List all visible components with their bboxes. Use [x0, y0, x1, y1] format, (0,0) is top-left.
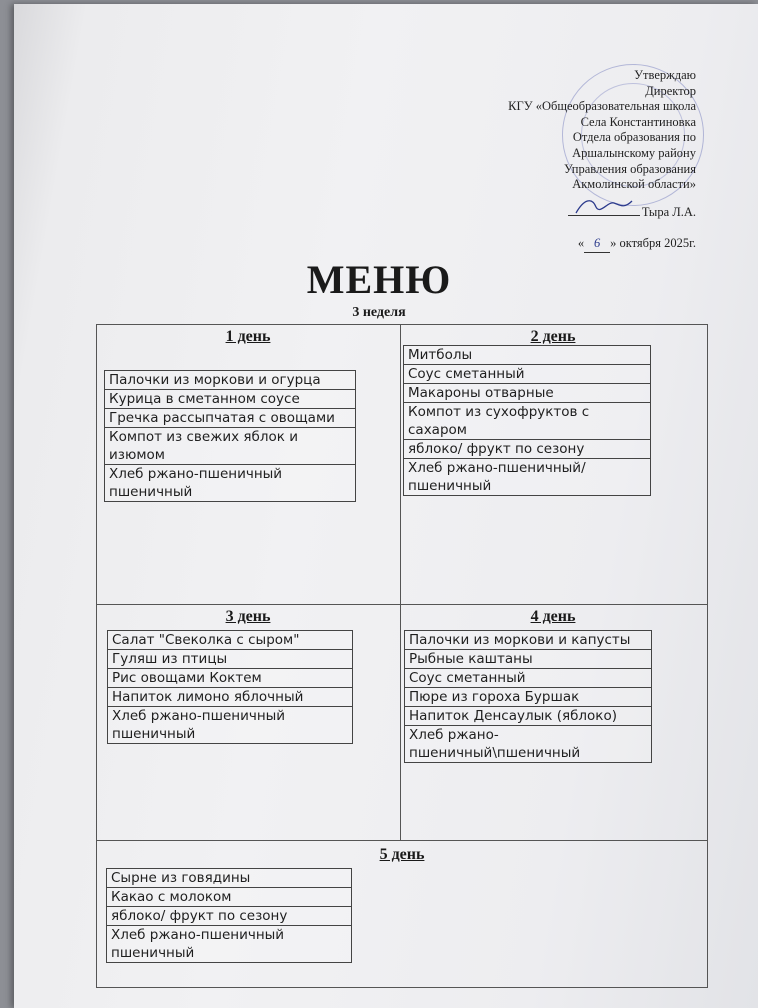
- day-4-heading: 4 день: [530, 608, 576, 625]
- menu-item: яблоко/ фрукт по сезону: [403, 440, 651, 459]
- day-1-items: [104, 370, 356, 502]
- director-name: Тыра Л.А.: [641, 204, 696, 219]
- menu-item: Митболы: [403, 345, 651, 365]
- day-5-heading: 5 день: [379, 846, 425, 863]
- day-2-heading: 2 день: [530, 328, 576, 345]
- menu-item: Салат "Свеколка с сыром": [107, 630, 353, 650]
- date-day: 6: [584, 236, 610, 253]
- approval-line: Отдела образования по: [572, 130, 696, 145]
- menu-item: Рыбные каштаны: [404, 650, 652, 669]
- day-2-items: [403, 345, 651, 496]
- approval-line: Управления образования: [564, 161, 696, 176]
- menu-item: яблоко/ фрукт по сезону: [106, 907, 352, 926]
- menu-item: Компот из сухофруктов с сахаром: [403, 403, 651, 440]
- date-rest: » октября 2025г.: [610, 236, 696, 251]
- approval-line: Акмолинской области»: [572, 177, 696, 192]
- menu-item: Гуляш из птицы: [107, 650, 353, 669]
- menu-item: Соус сметанный: [404, 669, 652, 688]
- menu-item: Хлеб ржано-пшеничный\пшеничный: [404, 726, 652, 763]
- approval-date: [416, 236, 696, 253]
- approval-line: Села Константиновка: [580, 114, 696, 129]
- approval-block: [416, 68, 696, 253]
- menu-item: Пюре из гороха Буршак: [404, 688, 652, 707]
- menu-item: Хлеб ржано-пшеничный пшеничный: [107, 707, 353, 744]
- menu-item: Какао с молоком: [106, 888, 352, 907]
- menu-item: Палочки из моркови и огурца: [104, 370, 356, 390]
- menu-item: Напиток лимоно яблочный: [107, 688, 353, 707]
- menu-item: Хлеб ржано-пшеничный пшеничный: [104, 465, 356, 502]
- menu-item: Соус сметанный: [403, 365, 651, 384]
- column-divider: [400, 324, 401, 840]
- page-title: МЕНЮ: [306, 257, 452, 302]
- day-5-items: [106, 868, 352, 963]
- day-4-items: [404, 630, 652, 763]
- row-divider: [96, 604, 708, 605]
- menu-item: Хлеб ржано-пшеничный пшеничный: [106, 926, 352, 963]
- day-3-items: [107, 630, 353, 744]
- menu-item: Гречка рассыпчатая с овощами: [104, 409, 356, 428]
- approval-line: КГУ «Общеобразовательная школа: [508, 99, 696, 114]
- menu-item: Компот из свежих яблок и изюмом: [104, 428, 356, 465]
- day-3-heading: 3 день: [225, 608, 271, 625]
- menu-item: Хлеб ржано-пшеничный/пшеничный: [403, 459, 651, 496]
- approval-line: Директор: [645, 83, 696, 98]
- signature-icon: [568, 203, 640, 216]
- menu-item: Курица в сметанном соусе: [104, 390, 356, 409]
- row-divider: [96, 840, 708, 841]
- approval-line: Аршалынскому району: [572, 145, 696, 160]
- menu-item: Рис овощами Коктем: [107, 669, 353, 688]
- menu-item: Макароны отварные: [403, 384, 651, 403]
- day-1-heading: 1 день: [225, 328, 271, 345]
- director-signature-line: [416, 203, 696, 221]
- menu-item: Сырне из говядины: [106, 868, 352, 888]
- week-label: 3 неделя: [352, 305, 406, 320]
- approval-line: Утверждаю: [634, 68, 696, 82]
- date-open: «: [577, 236, 585, 251]
- menu-item: Напиток Денсаулык (яблоко): [404, 707, 652, 726]
- menu-item: Палочки из моркови и капусты: [404, 630, 652, 650]
